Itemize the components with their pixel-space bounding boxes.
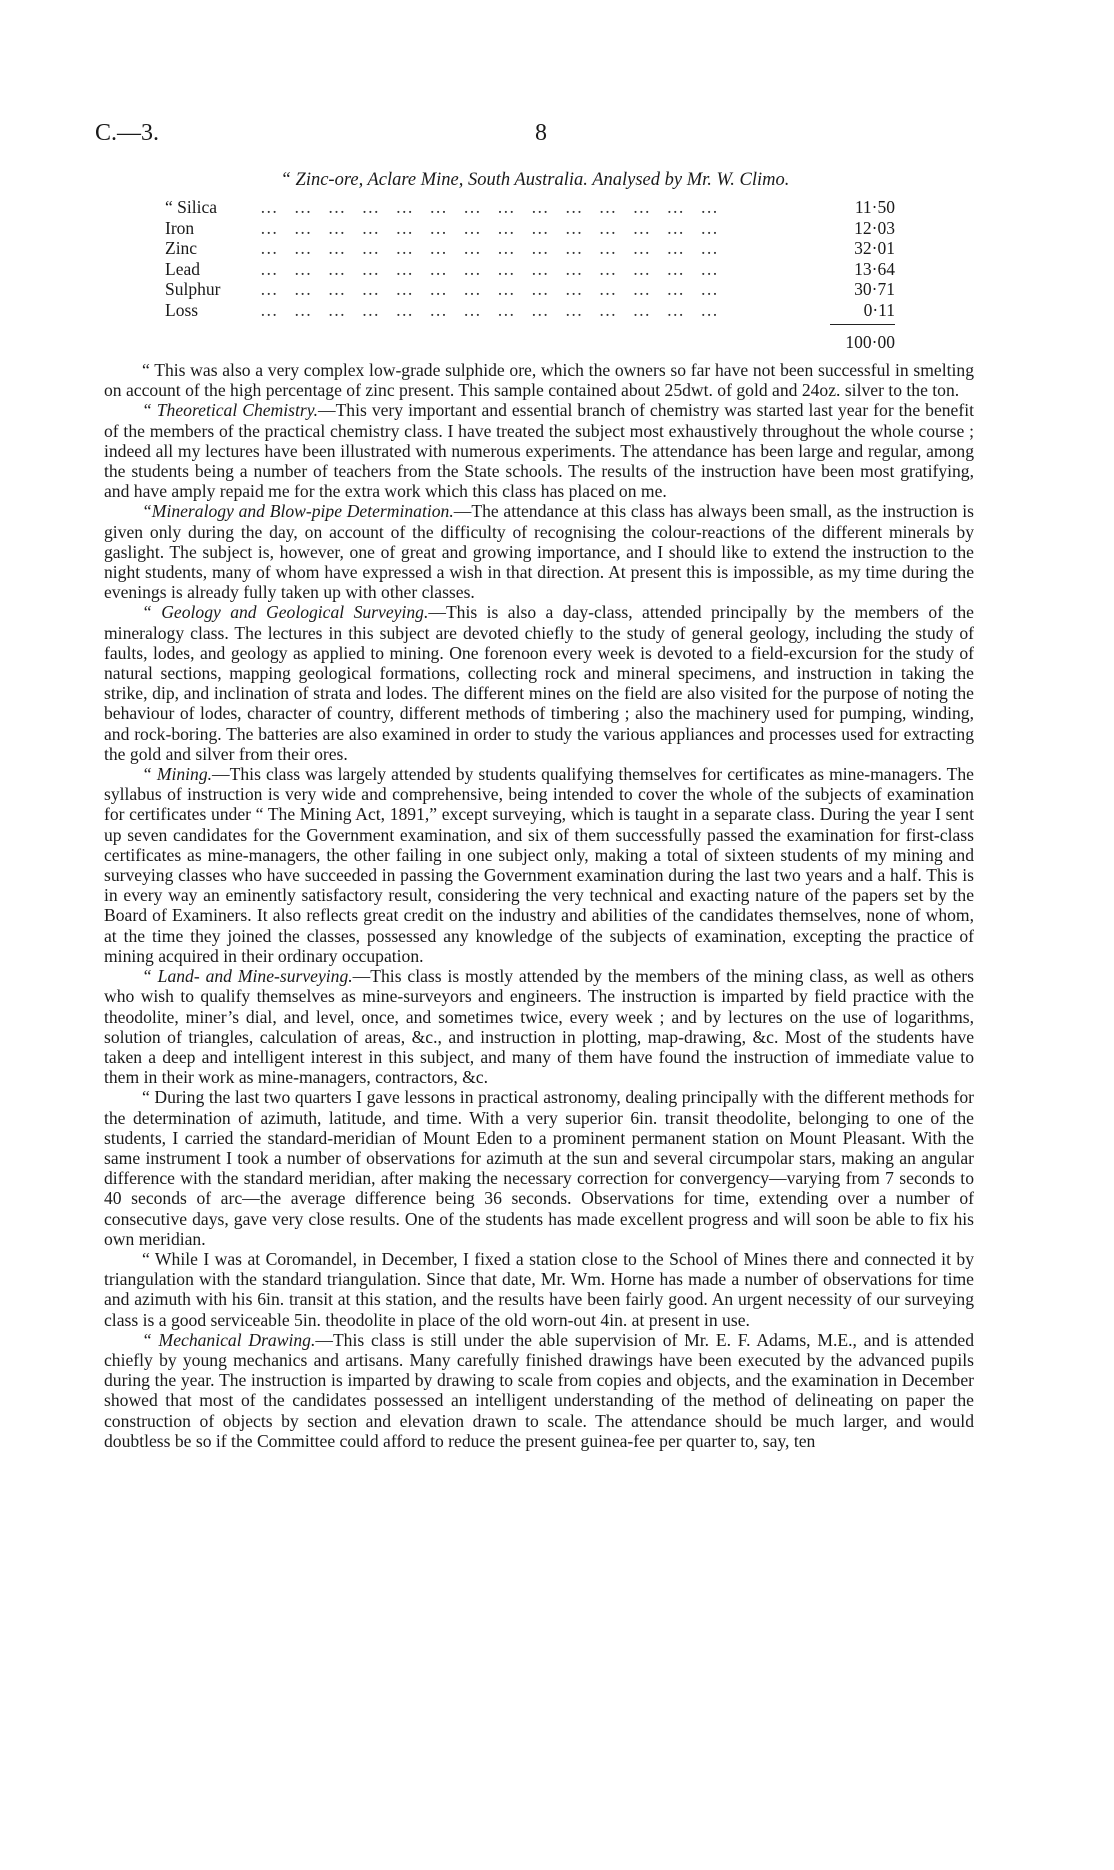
document-reference: C.—3. <box>95 120 160 146</box>
analysis-table <box>165 197 895 320</box>
page-header <box>95 120 975 160</box>
paragraph <box>104 1330 974 1451</box>
paragraph-heading: “Mineralogy and Blow-pipe Determination. <box>142 501 454 522</box>
element-value: 11·50 <box>854 197 895 217</box>
paragraph <box>104 501 974 602</box>
element-name: Loss <box>165 299 199 320</box>
paragraph <box>104 966 974 1087</box>
element-value: 32·01 <box>854 238 895 258</box>
paragraph-heading: “ Geology and Geological Surveying. <box>142 602 429 623</box>
analysis-row: Sulphur … … … … … … … … … … … … … … 30·71 <box>165 279 895 299</box>
analysis-total: 100·00 <box>845 332 895 352</box>
paragraph <box>104 602 974 764</box>
element-value: 12·03 <box>854 217 895 238</box>
element-name: “ Silica <box>165 197 217 217</box>
analysis-row: Iron … … … … … … … … … … … … … … 12·03 <box>165 217 895 238</box>
paragraph-heading: “ Theoretical Chemistry. <box>142 400 318 421</box>
paragraph <box>104 1249 974 1330</box>
paragraph-text: —This very important and essential branch of chemistry was started last year for the benefit of the members of the practical chemistry class. I have treated the subject most exhaustively throughout the whole course ; indeed all my lectures have been illustrated with numerous experiments. The attendance has been large and regular, among the students being a number of teachers from the State schools. The results of the instruction have been most gratifying, and have amply repaid me for the extra work which this class has placed on me. <box>104 400 974 502</box>
analysis-row: Loss … … … … … … … … … … … … … … 0·11 <box>165 299 895 320</box>
element-name: Sulphur <box>165 279 221 299</box>
paragraph-text: “ While I was at Coromandel, in December, I fixed a station close to the School of Mines there and connected it by triangulation with the standard triangulation. Since that date, Mr. Wm. Horne has made a number of observations for time and azimuth with his 6in. transit at this station, and the results have been fairly good. An urgent necessity of our surveying class is a good serviceable 5in. theodolite in place of the old worn-out 4in. at present in use. <box>104 1248 974 1330</box>
analysis-title: “ Zinc-ore, Aclare Mine, South Australia. Analysed by Mr. W. Climo. <box>280 170 790 190</box>
element-name: Zinc <box>165 238 198 258</box>
paragraph-heading: “ Mechanical Drawing. <box>142 1329 316 1350</box>
report-body <box>104 360 974 1451</box>
paragraph <box>104 764 974 966</box>
paragraph-heading: “ Land- and Mine-surveying. <box>142 966 353 987</box>
page-number: 8 <box>535 120 547 146</box>
paragraph-text: —The attendance at this class has always been small, as the instruction is given only during the day, on account of the difficulty of recognising the colour-reactions of the different minerals by gaslight. The subject is, however, one of great and growing importance, and I should like to extend the instruction to the night students, many of whom have expressed a wish in that direction. At present this is impossible, as my time during the evenings is already fully taken up with other classes. <box>104 501 974 603</box>
paragraph-text: —This class is mostly attended by the members of the mining class, as well as others who wish to qualify themselves as mine-surveyors and engineers. The instruction is imparted by field practice with the theodolite, miner’s dial, and level, once, and sometimes twice, every week ; and by lectures on the use of logarithms, solution of triangles, calculation of areas, &c., and instruction in plotting, map-drawing, &c. Most of the students have taken a deep and intelligent interest in this subject, and many of them have found the instruction of immediate value to them in their work as mine-managers, contractors, &c. <box>104 966 974 1088</box>
element-value: 30·71 <box>854 279 895 299</box>
paragraph <box>104 400 974 501</box>
analysis-row: Lead … … … … … … … … … … … … … … 13·64 <box>165 258 895 279</box>
paragraph <box>104 360 974 400</box>
element-value: 13·64 <box>854 258 895 279</box>
paragraph-text: —This is also a day-class, attended principally by the members of the mineralogy class. The lectures in this subject are devoted chiefly to the study of general geology, including the study of faults, lodes, and geology as applied to mining. One forenoon every week is devoted to a field-excursion for the study of natural sections, mapping geological formations, collecting rock and mineral specimens, and instruction in taking the strike, dip, and inclination of strata and lodes. The different mines on the field are also visited for the purpose of noting the behaviour of lodes, character of country, different methods of timbering ; also the machinery used for pumping, winding, and rock-boring. The batteries are also examined in order to study the various appliances and processes used for extracting the gold and silver from their ores. <box>104 602 974 764</box>
analysis-row: “ Silica … … … … … … … … … … … … … … 11·50 <box>165 197 895 217</box>
element-name: Lead <box>165 258 200 279</box>
paragraph-text: —This class is still under the able supervision of Mr. E. F. Adams, M.E., and is attended chiefly by young mechanics and artisans. Many carefully finished drawings have been executed by the advanced pupils during the year. The instruction is imparted by drawing to scale from copies and objects, and the examination in December showed that most of the candidates possessed an intelligent understanding of the method of delineating on paper the construction of objects by section and elevation drawn to scale. The attendance should be much larger, and would doubtless be so if the Committee could afford to reduce the present guinea-fee per quarter to, say, ten <box>104 1329 974 1451</box>
paragraph <box>104 1087 974 1249</box>
paragraph-text: “ This was also a very complex low-grade sulphide ore, which the owners so far have not been successful in smelting on account of the high percentage of zinc present. This sample contained about 25dwt. of gold and 24oz. silver to the ton. <box>104 360 974 401</box>
total-rule <box>830 324 895 325</box>
element-value: 0·11 <box>863 299 895 320</box>
paragraph-text: —This class was largely attended by students qualifying themselves for certificates as mine-managers. The syllabus of instruction is very wide and comprehensive, being intended to cover the whole of the subjects of examination for certificates under “ The Mining Act, 1891,” except surveying, which is taught in a separate class. During the year I sent up seven candidates for the Government examination, and six of them successfully passed the examination for first-class certificates as mine-managers, the other failing in one subject only, making a total of sixteen students of my mining and surveying classes who have succeeded in passing the Government examination during the last two years and a half. This is in every way an eminently satisfactory result, considering the very technical and exacting nature of the papers set by the Board of Examiners. It also reflects great credit on the industry and abilities of the candidates themselves, none of whom, at the time they joined the classes, possessed any knowledge of the subjects of examination, excepting the practice of mining acquired in their ordinary occupation. <box>104 764 974 966</box>
analysis-row: Zinc … … … … … … … … … … … … … … 32·01 <box>165 238 895 258</box>
paragraph-text: “ During the last two quarters I gave lessons in practical astronomy, dealing principally with the different methods for the determination of azimuth, latitude, and time. With a very superior 6in. transit theodolite, belonging to one of the students, I carried the standard-meridian of Mount Eden to a prominent permanent station on Mount Pleasant. With the same instrument I took a number of observations for azimuth at the sun and several circumpolar stars, making an angular difference with the standard meridian, after making the necessary correction for convergency—varying from 7 seconds to 40 seconds of arc—the average difference being 36 seconds. Observations for time, extending over a number of consecutive days, gave very close results. One of the students has made excellent progress and will soon be able to fix his own meridian. <box>104 1087 974 1249</box>
element-name: Iron <box>165 217 195 238</box>
paragraph-heading: “ Mining. <box>142 764 213 785</box>
